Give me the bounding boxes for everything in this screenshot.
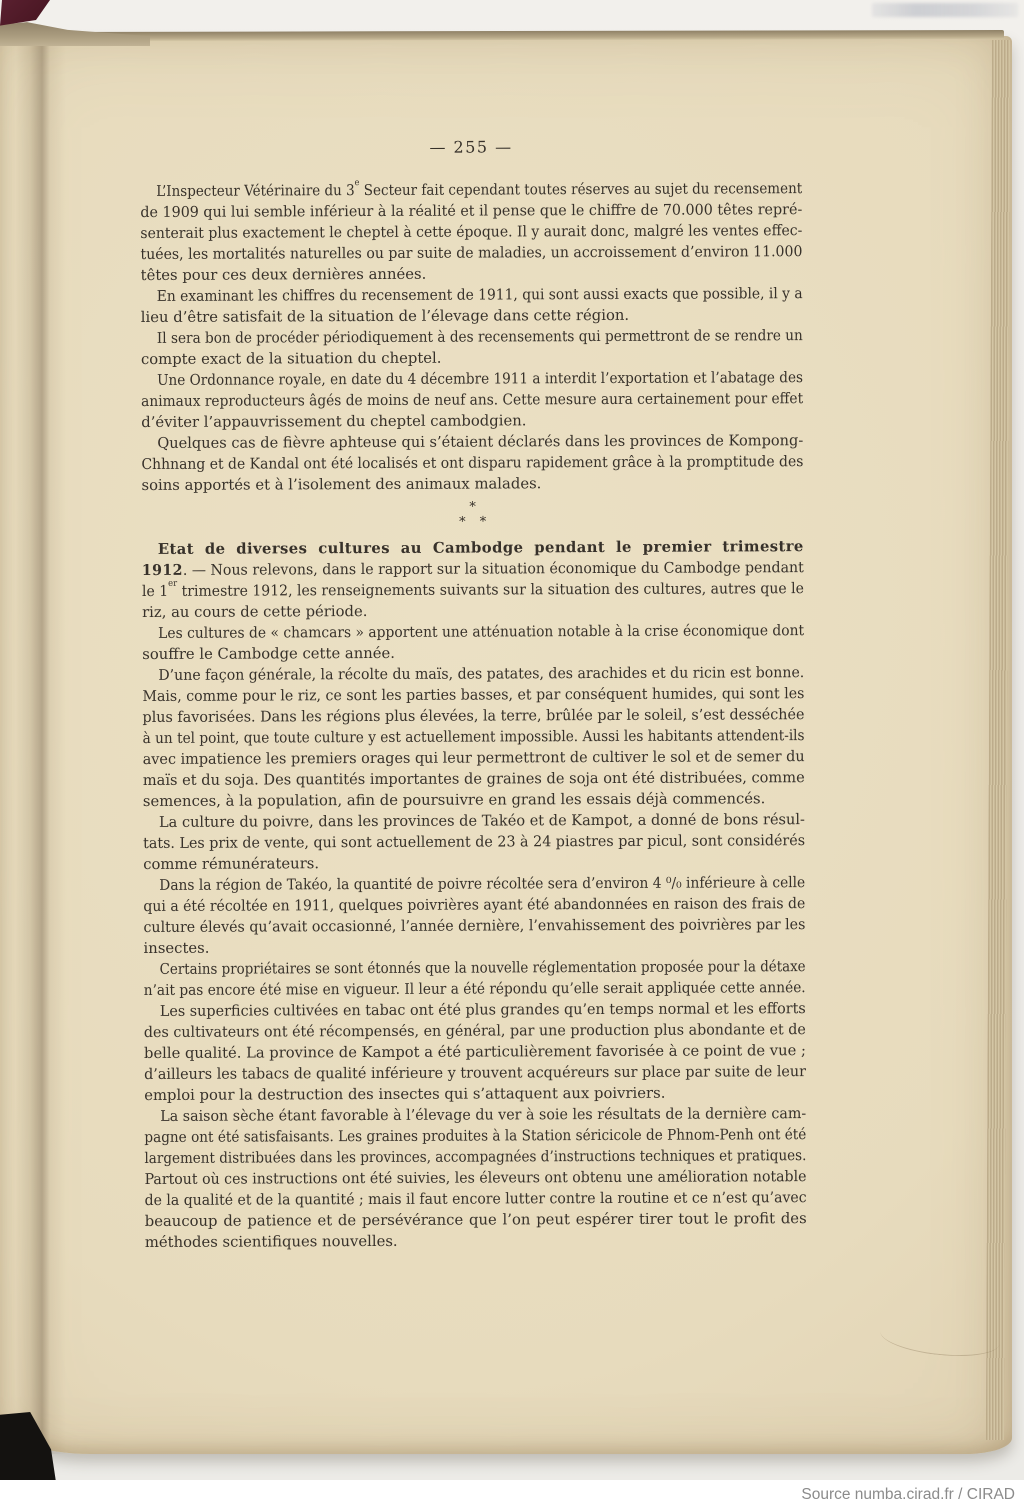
text-line: largement distribuées dans les provinces, accompagnées d’instructions techniques et pratiques.	[144, 1147, 807, 1167]
text-line: de 1909 qui lui semble inférieur à la réalité et il pense que le chiffre de 70.000 têtes repré-	[140, 201, 803, 221]
text-line: 1912. — Nous relevons, dans le rapport sur la situation économique du Cambodge pendant	[141, 559, 804, 579]
text-line: lieu d’être satisfait de la situation de l’élevage dans cette région.	[140, 306, 630, 326]
text-line: de la qualité et de la quantité ; mais il faut encore lutter contre la routine et ce n’est qu’avec	[144, 1189, 807, 1209]
text-line: Etat de diverses cultures au Cambodge pendant le premier trimestre	[157, 538, 804, 558]
text-line: La saison sèche étant favorable à l’élevage du ver à soie les résultats de la dernière cam-	[160, 1105, 807, 1125]
text-line: tats. Les prix de vente, qui sont actuellement de 23 à 24 piastres par picul, sont considérés	[143, 832, 806, 852]
text-line: Certains propriétaires se sont étonnés que la nouvelle réglementation proposée pour la détaxe	[159, 958, 806, 978]
text-line: têtes pour ces deux dernières années.	[140, 265, 427, 284]
source-attribution-bar	[0, 1480, 1024, 1510]
text-line: soins apportés et à l’isolement des animaux malades.	[141, 475, 542, 494]
text-line: beaucoup de patience et de persévérance que l’on peut espérer tirer tout le profit des	[144, 1210, 807, 1230]
text-line: d’ailleurs les tabacs de qualité inférieure y trouvent acquéreurs sur place par suite de leur	[144, 1063, 807, 1083]
source-attribution-text: Source numba.cirad.fr / CIRAD	[801, 1486, 1015, 1503]
text-line: semences, à la population, afin de poursuivre en grand les essais déjà commencés.	[142, 790, 766, 810]
text-line: Partout où ces instructions ont été suivies, les éleveurs ont obtenu une amélioration notable	[144, 1168, 807, 1188]
text-line: Mais, comme pour le riz, ce sont les parties basses, et par conséquent humides, qui sont les	[142, 685, 805, 705]
text-line: L’Inspecteur Vétérinaire du 3e Secteur fait cependant toutes réserves au sujet du recensement	[156, 178, 803, 200]
text-line: belle qualité. La province de Kampot a été particulièrement favorisée à ce point de vue ;	[143, 1042, 806, 1062]
text-line: comme rémunérateurs.	[143, 855, 320, 873]
text-line: méthodes scientifiques nouvelles.	[144, 1232, 398, 1251]
text-line: d’éviter l’appauvrissement du cheptel cambodgien.	[141, 412, 527, 431]
text-line: culture élevés qu’avait occasionné, l’année dernière, l’envahissement des poivrières par les	[143, 916, 806, 936]
text-line: Les superficies cultivées en tabac ont été plus grandes qu’en temps normal et les efforts	[159, 1000, 806, 1020]
text-line: tuées, les mortalités naturelles ou par suite de maladies, un accroissement d’environ 11.000	[140, 243, 803, 263]
page-number-header: — 255 —	[429, 137, 513, 157]
text-line: senterait plus exactement le cheptel à cette époque. Il y aurait donc, malgré les ventes effec-	[140, 222, 803, 242]
text-line: Il sera bon de procéder périodiquement à des recensements qui permettront de se rendre un	[156, 327, 803, 347]
text-line: Les cultures de « chamcars » apportent une atténuation notable à la crise économique dont	[158, 622, 805, 642]
text-line: insectes.	[143, 939, 210, 957]
text-line: D’une façon générale, la récolte du maïs, des patates, des arachides et du ricin est bonne.	[158, 664, 805, 684]
text-line: n’ait pas encore été mise en vigueur. Il leur a été répondu qu’elle serait appliquée cette année.	[143, 979, 806, 999]
page-gutter-fold	[16, 36, 66, 1454]
text-line: En examinant les chiffres du recensement de 1911, qui sont aussi exacts que possible, il y a	[156, 285, 803, 305]
text-body	[140, 135, 807, 1253]
text-line: des cultivateurs ont été récompensés, en général, par une production plus abondante et de	[143, 1021, 806, 1041]
text-line: compte exact de la situation du cheptel.	[140, 349, 442, 368]
text-line: emploi pour la destruction des insectes qui s’attaquent aux poivriers.	[144, 1084, 666, 1104]
text-line: qui a été récoltée en 1911, quelques poivrières ayant été abandonnées en raison des frais de	[143, 895, 806, 915]
text-line: Chhnang et de Kandal ont été localisés et ont disparu rapidement grâce à la promptitude des	[141, 453, 804, 473]
text-line: riz, au cours de cette période.	[142, 603, 368, 621]
asterisk-separator: * * *	[459, 499, 487, 530]
text-line: maïs et du soja. Des quantités importantes de graines de soja ont été distribuées, comme	[142, 769, 805, 789]
ghost-text-artifact	[872, 3, 1018, 17]
text-line: Quelques cas de fièvre aphteuse qui s’étaient déclarés dans les provinces de Kompong-	[157, 432, 804, 452]
text-line: avec impatience les premiers orages qui leur permettront de cultiver le sol et de semer du	[142, 748, 805, 768]
text-line: animaux reproducteurs âgés de moins de neuf ans. Cette mesure aura certainement pour effet	[141, 390, 804, 410]
text-line: La culture du poivre, dans les provinces de Takéo et de Kampot, a donné de bons résul-	[158, 811, 805, 831]
text-line: souffre le Cambodge cette année.	[142, 644, 396, 663]
text-line: Dans la région de Takéo, la quantité de poivre récoltée sera d’environ 4 ⁰/₀ inférieure à celle	[159, 874, 806, 894]
text-line: pagne ont été satisfaisants. Les graines produites à la Station séricicole de Phnom-Penh ont été	[144, 1126, 807, 1146]
text-line: à un tel point, que toute culture y est actuellement impossible. Aussi les habitants attendent-ils	[142, 727, 805, 747]
text-line: le 1er trimestre 1912, les renseignements suivants sur la situation des cultures, autres que le	[141, 578, 804, 600]
text-line: Une Ordonnance royale, en date du 4 décembre 1911 a interdit l’exportation et l’abatage des	[157, 369, 804, 389]
text-line: plus favorisées. Dans les régions plus élevées, la terre, brûlée par le soleil, s’est desséchée	[142, 706, 805, 726]
